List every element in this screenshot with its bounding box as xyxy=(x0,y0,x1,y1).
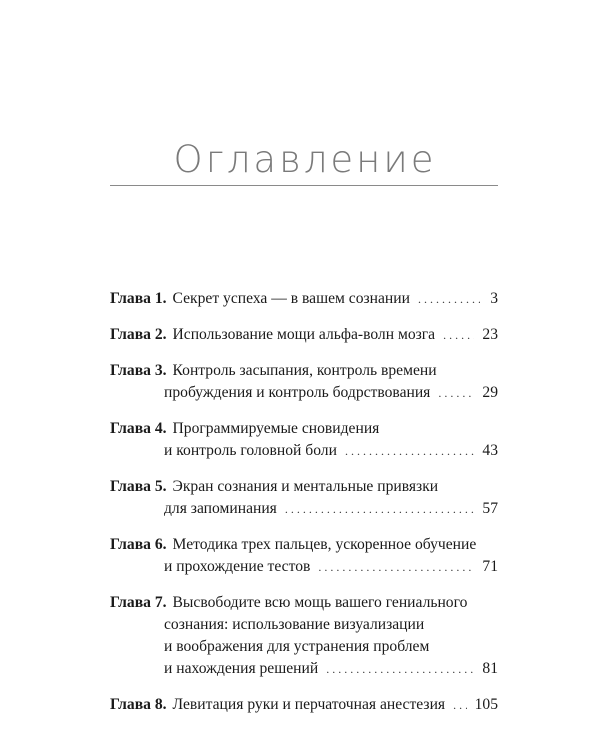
page-number: 81 xyxy=(482,660,498,677)
dot-leader xyxy=(418,288,480,310)
page-title: Оглавление xyxy=(173,138,437,181)
chapter-title: Экран сознания и ментальные привязки xyxy=(172,478,439,495)
chapter-title: Использование мощи альфа-волн мозга xyxy=(172,326,436,343)
toc-entry-3[interactable] xyxy=(110,360,498,404)
chapter-number: Глава 1. xyxy=(110,290,167,307)
page-number: 23 xyxy=(482,326,498,343)
chapter-title-continued: и контроль головной боли xyxy=(164,442,337,459)
chapter-title: Высвободите всю мощь вашего гениального xyxy=(172,594,468,611)
chapter-title-continued: и прохождение тестов xyxy=(164,558,311,575)
toc-entry-7[interactable] xyxy=(110,592,498,680)
page-number: 57 xyxy=(482,500,498,517)
table-of-contents xyxy=(110,288,498,716)
chapter-title-continued: пробуждения и контроль бодрствования xyxy=(164,384,431,401)
chapter-number: Глава 2. xyxy=(110,326,167,343)
chapter-title: Контроль засыпания, контроль времени xyxy=(172,362,437,379)
dot-leader xyxy=(318,556,474,578)
chapter-title: Секрет успеха — в вашем сознании xyxy=(172,290,410,307)
chapter-title: Методика трех пальцев, ускоренное обучение xyxy=(172,536,477,553)
chapter-number: Глава 3. xyxy=(110,362,167,379)
dot-leader xyxy=(438,382,474,404)
toc-entry-2[interactable] xyxy=(110,324,498,346)
dot-leader xyxy=(285,498,475,520)
chapter-title: Левитация руки и перчаточная анестезия xyxy=(172,696,446,713)
chapter-number: Глава 6. xyxy=(110,536,167,553)
chapter-number: Глава 5. xyxy=(110,478,167,495)
dot-leader xyxy=(453,694,467,716)
toc-entry-4[interactable] xyxy=(110,418,498,462)
chapter-title-continued: и нахождения решений xyxy=(164,660,319,677)
chapter-number: Глава 7. xyxy=(110,594,167,611)
chapter-number: Глава 4. xyxy=(110,420,167,437)
page-number: 105 xyxy=(474,696,498,713)
dot-leader xyxy=(345,440,474,462)
dot-leader xyxy=(443,324,474,346)
chapter-title-continued: для запоминания xyxy=(164,500,277,517)
title-divider xyxy=(110,185,498,186)
page-number: 29 xyxy=(482,384,498,401)
chapter-title-continued: сознания: использование визуализации xyxy=(164,616,425,633)
toc-entry-1[interactable] xyxy=(110,288,498,310)
chapter-title-continued: и воображения для устранения проблем xyxy=(164,638,430,655)
page-number: 3 xyxy=(490,290,498,307)
page-number: 71 xyxy=(482,558,498,575)
toc-entry-5[interactable] xyxy=(110,476,498,520)
page-number: 43 xyxy=(482,442,498,459)
chapter-number: Глава 8. xyxy=(110,696,167,713)
toc-entry-8[interactable] xyxy=(110,694,498,716)
toc-entry-6[interactable] xyxy=(110,534,498,578)
chapter-title: Программируемые сновидения xyxy=(172,420,380,437)
dot-leader xyxy=(326,658,474,680)
